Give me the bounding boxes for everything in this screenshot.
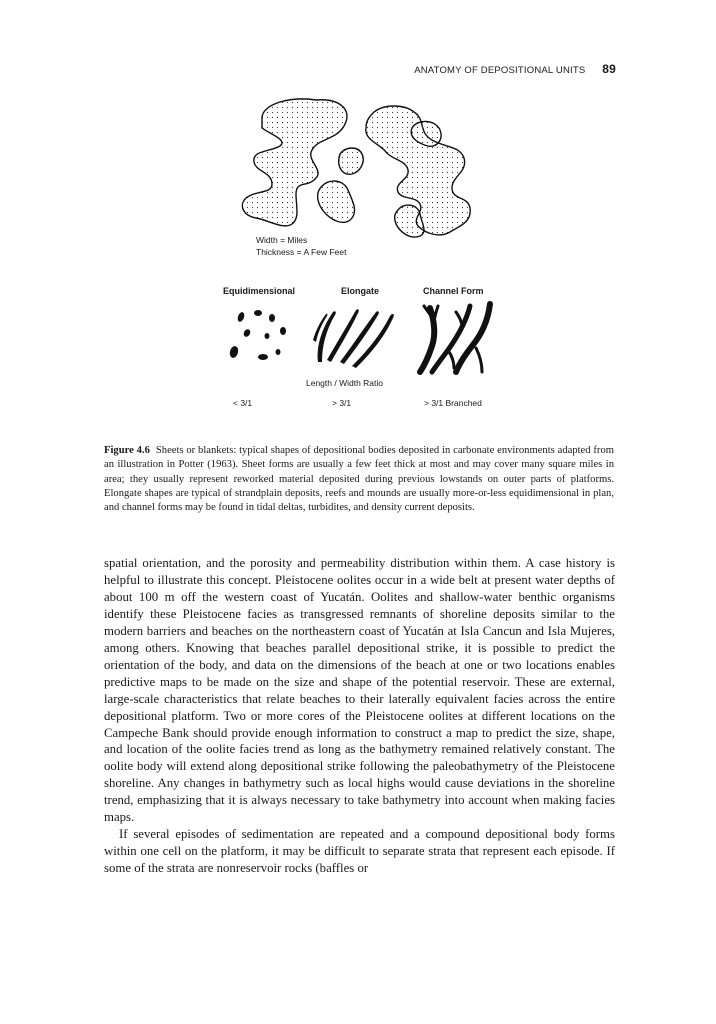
ratio-label-elongate: > 3/1 [332, 398, 352, 408]
channel-form-body [456, 312, 462, 328]
equidimensional-body [258, 354, 268, 360]
equidimensional-body [269, 314, 275, 322]
axis-label: Length / Width Ratio [306, 378, 384, 388]
scale-thickness-label: Thickness = A Few Feet [256, 247, 347, 257]
heading-elongate: Elongate [341, 286, 380, 296]
figure-label: Figure 4.6 [104, 445, 150, 456]
figure-caption [104, 444, 614, 515]
figure-4-6 [0, 0, 716, 420]
equidimensional-body [276, 349, 281, 355]
equidimensional-body [242, 328, 251, 338]
sheet-blob-bottom-center [318, 181, 355, 222]
equidimensional-body [236, 311, 245, 322]
sheet-blob-small-center [339, 148, 364, 174]
body-text [104, 555, 615, 877]
figure-caption-text: Sheets or blankets: typical shapes of depositional bodies deposited in carbonate environments adapted from an illustration in Potter (1963). Sheet forms are usually a few feet thick at most and may cover many square miles in area; they usually represent reworked material deposited during previous lowstands on outer parts of platforms. Elongate shapes are typical of strandplain deposits, reefs and mounds are usually more-or-less equidimensional in plan, and channel forms may be found in tidal deltas, turbidites, and density current deposits. [104, 445, 614, 514]
ratio-label-equidimensional: < 3/1 [233, 398, 253, 408]
elongate-body [340, 311, 379, 364]
paragraph: If several episodes of sedimentation are repeated and a compound depositional body forms within one cell on the platform, it may be difficult to separate strata that represent each episode. If some of the strata are nonreservoir rocks (baffles or [104, 827, 615, 876]
equidimensional-body [254, 310, 262, 316]
paragraph: spatial orientation, and the porosity and permeability distribution within them. A case history is helpful to illustrate this concept. Pleistocene oolites occur in a wide belt at present water depths of about 100 m off the western coast of Yucatán. Oolites and shallow-water benthic organisms identify these Pleistocene facies as transgressed remnants of shoreline deposits similar to the modern barriers and beaches on the northeastern coast of Yucatán at Isla Cancun and Isla Mujeres, among others. Knowing that beaches parallel depositional strike, it is possible to predict the orientation of the body, and data on the dimensions of the beach at one or two locations enables predictive maps to be made on the size and shape of the potential reservoir. These are external, large-scale characteristics that relate beaches to their laterally equivalent facies across the entire depositional platform. Two or more cores of the Pleistocene oolites at different locations on the Campeche Bank should provide enough information to construct a map to predict the size, shape, and location of the oolite facies trend as long as the bathymetry remained relatively constant. The oolite body will extend along depositional strike following the paleobathymetry of the Pleistocene shoreline. Any changes in bathymetry such as local highs would cause deviations in the shoreline trend, emphasizing that it is always necessary to take bathymetry into account when making facies maps. [104, 556, 615, 825]
equidimensional-body [265, 333, 270, 339]
page-number: 89 [602, 62, 616, 76]
channel-form-body [456, 304, 490, 372]
running-title: ANATOMY OF DEPOSITIONAL UNITS [414, 65, 586, 76]
scale-width-label: Width = Miles [256, 235, 308, 245]
channel-form-body [476, 348, 482, 372]
sheet-shapes-illustration [242, 99, 470, 237]
equidimensional-body [280, 327, 286, 335]
channel-form-body [448, 350, 454, 368]
ratio-label-channel: > 3/1 Branched [424, 398, 482, 408]
elongate-shapes [313, 309, 394, 368]
equidimensional-body [229, 345, 240, 359]
heading-equidimensional: Equidimensional [223, 286, 296, 296]
heading-channel-form: Channel Form [423, 286, 484, 296]
equidimensional-shapes [229, 310, 286, 360]
channel-form-shapes [420, 304, 490, 372]
